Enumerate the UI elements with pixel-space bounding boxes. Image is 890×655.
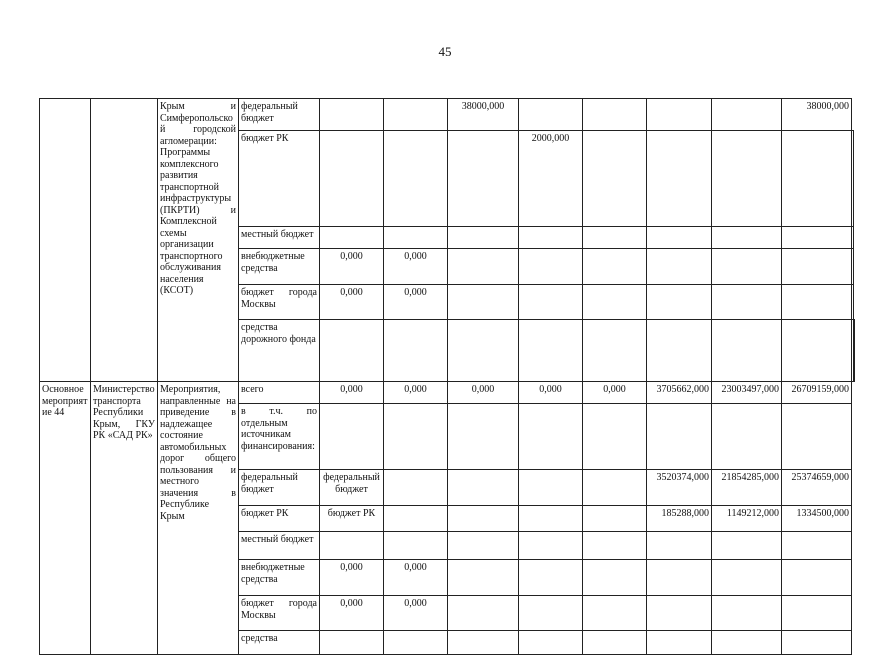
source-cell: местный бюджет: [239, 532, 320, 560]
source-cell: бюджет РК: [239, 131, 320, 227]
measure-cell: Крым и Симферопольской городской агломерации: Программы комплексного развития транспортной инфраструктуры (ПКРТИ) и Комплексной схемы организации транспортного обслуживания населения (КСОТ): [158, 99, 239, 382]
value-cell: [712, 99, 782, 131]
source-cell: бюджет РК: [239, 506, 320, 532]
source-cell-2: федеральный бюджет: [320, 470, 384, 506]
value-cell: 3520374,000: [647, 470, 712, 506]
executor-cell: Министерство транспорта Республики Крым, ГКУ РК «САД РК»: [91, 382, 158, 655]
value-cell: 0,000: [583, 382, 647, 404]
value-cell: [583, 99, 647, 131]
page-number: 45: [438, 44, 452, 59]
value-cell: [647, 131, 712, 227]
source-cell: бюджет города Москвы: [239, 596, 320, 631]
source-cell: бюджет города Москвы: [239, 285, 320, 320]
value-cell: 185288,000: [647, 506, 712, 532]
source-cell-2: [320, 227, 384, 249]
value-cell: 25374659,000: [782, 470, 852, 506]
name-cell: Основное мероприятие 44: [40, 382, 91, 655]
value-cell: 21854285,000: [712, 470, 782, 506]
value-cell: [647, 99, 712, 131]
value-cell: [384, 99, 448, 131]
value-cell: 0,000: [519, 382, 583, 404]
value-cell: 0,000: [384, 285, 448, 320]
source-cell: внебюджетные средства: [239, 560, 320, 596]
name-cell: [40, 99, 91, 382]
value-cell: 26709159,000: [782, 382, 852, 404]
value-cell: [583, 131, 647, 227]
executor-cell: [91, 99, 158, 382]
source-cell-2: [320, 99, 384, 131]
value-cell: 0,000: [320, 382, 384, 404]
table-row: [40, 99, 855, 131]
value-cell: 0,000: [320, 249, 384, 285]
source-cell: всего: [239, 382, 320, 404]
value-cell: 2000,000: [519, 131, 583, 227]
value-cell: 0,000: [320, 285, 384, 320]
value-cell: 38000,000: [448, 99, 519, 131]
value-cell: 1149212,000: [712, 506, 782, 532]
source-cell: внебюджетные средства: [239, 249, 320, 285]
source-cell: местный бюджет: [239, 227, 320, 249]
value-cell: [384, 131, 448, 227]
value-cell: 3705662,000: [647, 382, 712, 404]
value-cell: 23003497,000: [712, 382, 782, 404]
value-cell: [852, 131, 854, 227]
value-cell: 38000,000: [782, 99, 852, 131]
source-cell-2: бюджет РК: [320, 506, 384, 532]
value-cell: [448, 131, 519, 227]
value-cell: 1334500,000: [782, 506, 852, 532]
value-cell: [519, 99, 583, 131]
value-cell: [712, 131, 782, 227]
source-cell: федеральный бюджет: [239, 99, 320, 131]
source-cell: федеральный бюджет: [239, 470, 320, 506]
value-cell: 0,000: [320, 596, 384, 631]
measure-cell: Мероприятия, направленные на приведение в надлежащее состояние автомобильных дорог общего пользования и местного значения в Республике Крым: [158, 382, 239, 655]
value-cell: 0,000: [384, 560, 448, 596]
source-cell: средства дорожного фонда: [239, 320, 320, 382]
source-cell: средства: [239, 631, 320, 655]
value-cell: 0,000: [384, 249, 448, 285]
source-cell-2: [320, 131, 384, 227]
value-cell: 0,000: [320, 560, 384, 596]
value-cell: [782, 131, 852, 227]
value-cell: 0,000: [384, 596, 448, 631]
value-cell: 0,000: [448, 382, 519, 404]
source-cell: в т.ч. по отдельным источникам финансирования:: [239, 404, 320, 470]
table-row: [40, 382, 855, 404]
budget-table: [39, 98, 855, 655]
value-cell: 0,000: [384, 382, 448, 404]
